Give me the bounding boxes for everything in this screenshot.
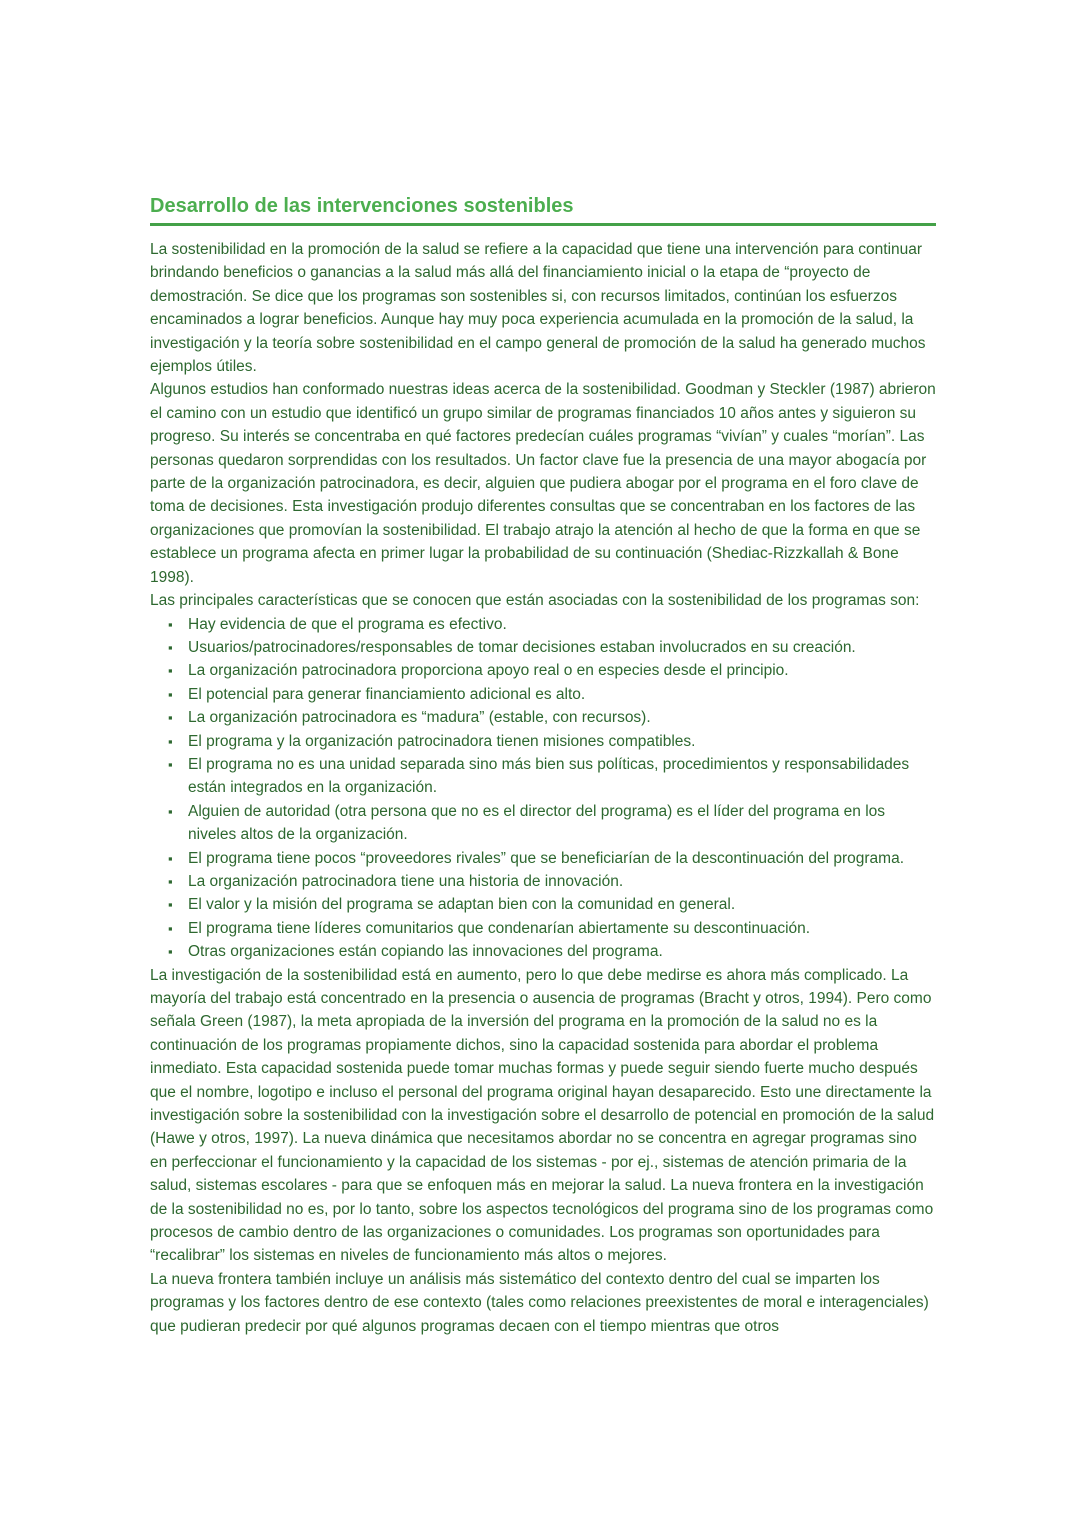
paragraph-1: La sostenibilidad en la promoción de la salud se refiere a la capacidad que tiene una intervención para continuar brindando beneficios o ganancias a la salud más allá del financiamiento inicial o la etapa de “proyecto de demostración. Se dice que los programas son sostenibles si, con recursos limitados, continúan los esfuerzos encaminados a lograr beneficios. Aunque hay muy poca experiencia acumulada en la promoción de la salud, la investigación y la teoría sobre sostenibilidad en el campo general de promoción de la salud ha generado muchos ejemplos útiles.	[150, 241, 926, 376]
list-item: ▪ El programa tiene pocos “proveedores rivales” que se beneficiarían de la descontinuación del programa.	[188, 847, 936, 870]
list-item: ▪ Alguien de autoridad (otra persona que no es el director del programa) es el líder del programa en los niveles altos de la organización.	[188, 800, 936, 847]
paragraph-5: La nueva frontera también incluye un análisis más sistemático del contexto dentro del cual se imparten los programas y los factores dentro de ese contexto (tales como relaciones preexistentes de moral e interagenciales) que pudieran predecir por qué algunos programas decaen con el tiempo mientras que otros	[150, 1270, 929, 1335]
list-item: ▪ Hay evidencia de que el programa es efectivo.	[188, 613, 936, 636]
list-item: ▪ La organización patrocinadora tiene una historia de innovación.	[188, 870, 936, 893]
list-item: ▪ Usuarios/patrocinadores/responsables de tomar decisiones estaban involucrados en su creación.	[188, 636, 936, 659]
page-title: Desarrollo de las intervenciones sostenibles	[150, 195, 936, 226]
list-item: ▪ La organización patrocinadora es “madura” (estable, con recursos).	[188, 706, 936, 729]
list-item: ▪ El valor y la misión del programa se adaptan bien con la comunidad en general.	[188, 893, 936, 916]
bullet-list	[150, 613, 936, 964]
list-item: ▪ El programa y la organización patrocinadora tienen misiones compatibles.	[188, 730, 936, 753]
paragraph-3-list-intro: Las principales características que se conocen que están asociadas con la sostenibilidad de los programas son:	[150, 592, 920, 610]
paragraph-4: La investigación de la sostenibilidad está en aumento, pero lo que debe medirse es ahora más complicado. La mayoría del trabajo está concentrado en la presencia o ausencia de programas (Bracht y otros, 1994). Pero como señala Green (1987), la meta apropiada de la inversión del programa en la promoción de la salud no es la continuación de los programas propiamente dichos, sino la capacidad sostenida para abordar el problema inmediato. Esta capacidad sostenida puede tomar muchas formas y puede seguir siendo fuerte mucho después que el nombre, logotipo e incluso el personal del programa original hayan desaparecido. Esto une directamente la investigación sobre la sostenibilidad con la investigación sobre el desarrollo de potencial en promoción de la salud (Hawe y otros, 1997). La nueva dinámica que necesitamos abordar no se concentra en agregar programas sino en perfeccionar el funcionamiento y la capacidad de los sistemas - por ej., sistemas de atención primaria de la salud, sistemas escolares - para que se enfoquen más en mejorar la salud. La nueva frontera en la investigación de la sostenibilidad no es, por lo tanto, sobre los aspectos tecnológicos del programa sino de los programas como procesos de cambio dentro de las organizaciones o comunidades. Los programas son oportunidades para “recalibrar” los sistemas en niveles de funcionamiento más altos o mejores.	[150, 966, 935, 1265]
list-item: ▪ La organización patrocinadora proporciona apoyo real o en especies desde el principio.	[188, 659, 936, 682]
list-item: ▪ El programa no es una unidad separada sino más bien sus políticas, procedimientos y responsabilidades están integrados en la organización.	[188, 753, 936, 800]
list-item: ▪ El potencial para generar financiamiento adicional es alto.	[188, 683, 936, 706]
list-item: ▪ Otras organizaciones están copiando las innovaciones del programa.	[188, 940, 936, 963]
document-body	[150, 195, 936, 1338]
paragraph-2: Algunos estudios han conformado nuestras ideas acerca de la sostenibilidad. Goodman y Steckler (1987) abrieron el camino con un estudio que identificó un grupo similar de programas financiados 10 años antes y siguieron su progreso. Su interés se concentraba en qué factores predecían cuáles programas “vivían” y cuales “morían”. Las personas quedaron sorprendidas con los resultados. Un factor clave fue la presencia de una mayor abogacía por parte de la organización patrocinadora, es decir, alguien que pudiera abogar por el programa en el foro clave de toma de decisiones. Esta investigación produjo diferentes consultas que se concentraban en los factores de las organizaciones que promovían la sostenibilidad. El trabajo atrajo la atención al hecho de que la forma en que se establece un programa afecta en primer lugar la probabilidad de su continuación (Shediac-Rizzkallah & Bone 1998).	[150, 381, 936, 586]
list-item: ▪ El programa tiene líderes comunitarios que condenarían abiertamente su descontinuación.	[188, 917, 936, 940]
